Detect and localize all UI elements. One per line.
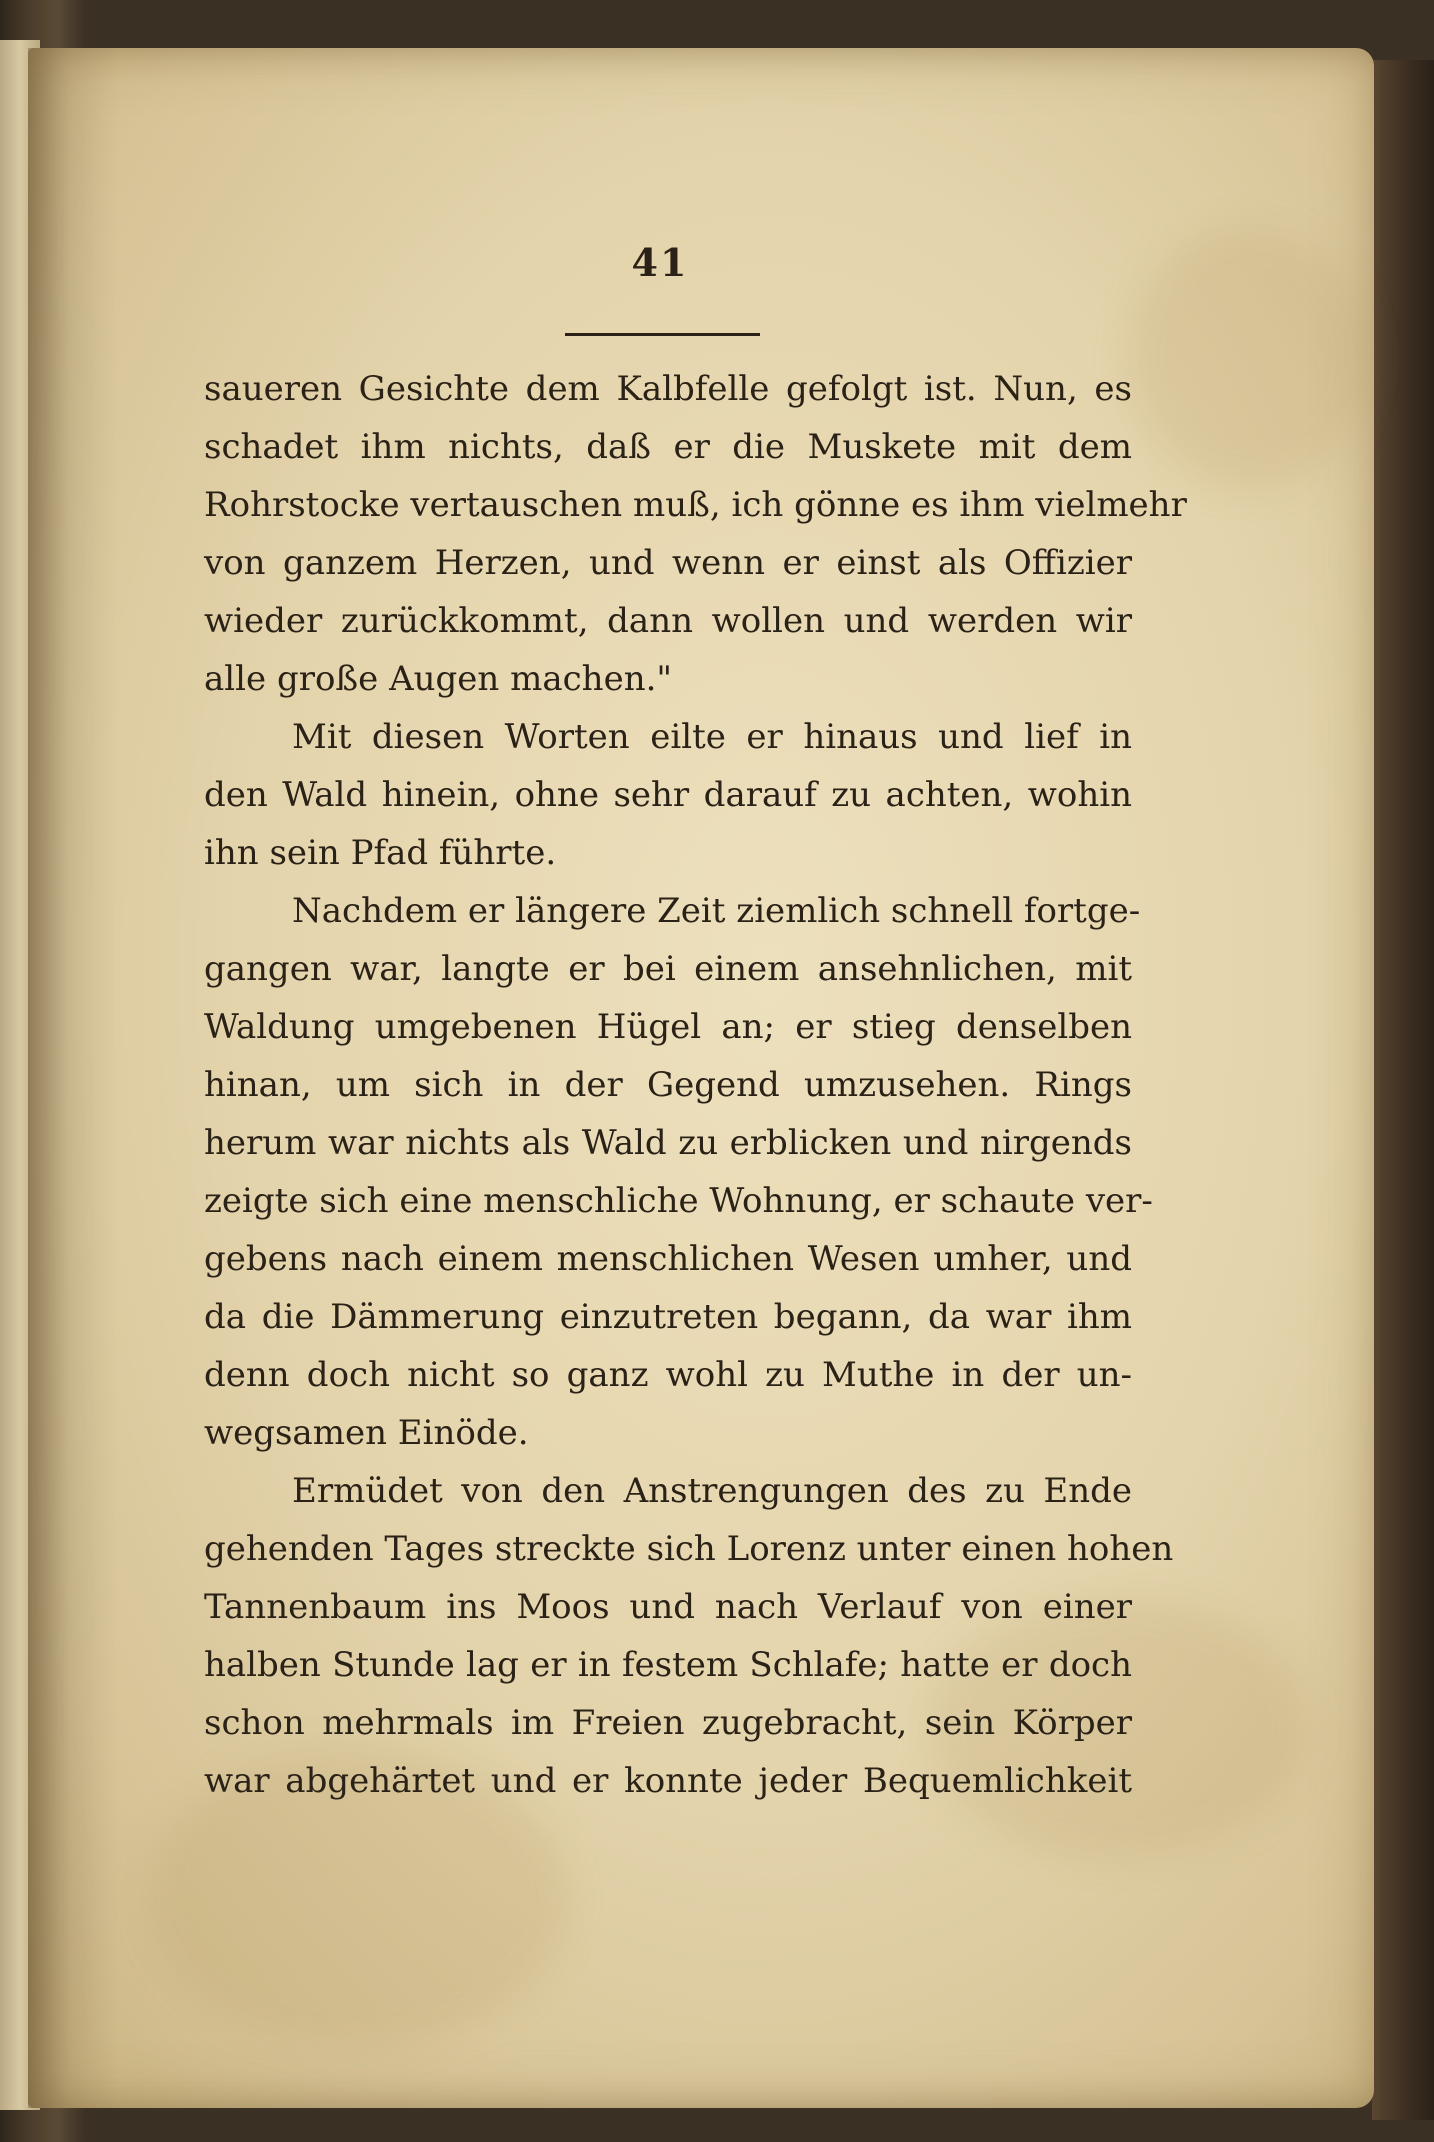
paper-stain [1128,228,1368,488]
page-number: 41 [631,240,689,285]
book-cover-edge [1372,60,1434,2120]
page-number-rule [565,333,760,336]
text-line: gangen war, langte er bei einem ansehnlichen, mit [204,949,1132,989]
text-line: war abgehärtet und er konnte jeder Bequemlichkeit [204,1761,1132,1801]
text-line: wegsamen Einöde. [204,1413,529,1453]
text-line: alle große Augen machen." [204,659,673,699]
text-line: herum war nichts als Wald zu erblicken und nirgends [204,1123,1132,1163]
text-line: von ganzem Herzen, und wenn er einst als Offizier [204,543,1132,583]
text-line: wieder zurückkommt, dann wollen und werden wir [204,601,1132,641]
text-line: ihn sein Pfad führte. [204,833,557,873]
text-line: Rohrstocke vertauschen muß, ich gönne es ihm vielmehr [204,485,1187,525]
text-line: gebens nach einem menschlichen Wesen umher, und [204,1239,1132,1279]
text-line: Ermüdet von den Anstrengungen des zu Ende [292,1471,1132,1511]
text-line: Tannenbaum ins Moos und nach Verlauf von einer [204,1587,1132,1627]
text-line: gehenden Tages streckte sich Lorenz unter einen hohen [204,1529,1174,1569]
text-line: saueren Gesichte dem Kalbfelle gefolgt ist. Nun, es [204,369,1132,409]
body-text [204,360,1187,1810]
text-line: schon mehrmals im Freien zugebracht, sein Körper [204,1703,1132,1743]
text-line: schadet ihm nichts, daß er die Muskete mit dem [204,427,1132,467]
text-line: Waldung umgebenen Hügel an; er stieg denselben [204,1007,1132,1047]
text-line: zeigte sich eine menschliche Wohnung, er schaute ver- [204,1181,1153,1221]
text-line: halben Stunde lag er in festem Schlafe; hatte er doch [204,1645,1132,1685]
text-line: hinan, um sich in der Gegend umzusehen. Rings [204,1065,1132,1105]
text-line: da die Dämmerung einzutreten begann, da war ihm [204,1297,1132,1337]
spine-shadow [28,48,118,2108]
text-line: denn doch nicht so ganz wohl zu Muthe in der un- [204,1355,1132,1395]
text-line: Mit diesen Worten eilte er hinaus und lief in [292,717,1132,757]
text-line: Nachdem er längere Zeit ziemlich schnell fortge- [292,891,1141,931]
text-line: den Wald hinein, ohne sehr darauf zu achten, wohin [204,775,1132,815]
